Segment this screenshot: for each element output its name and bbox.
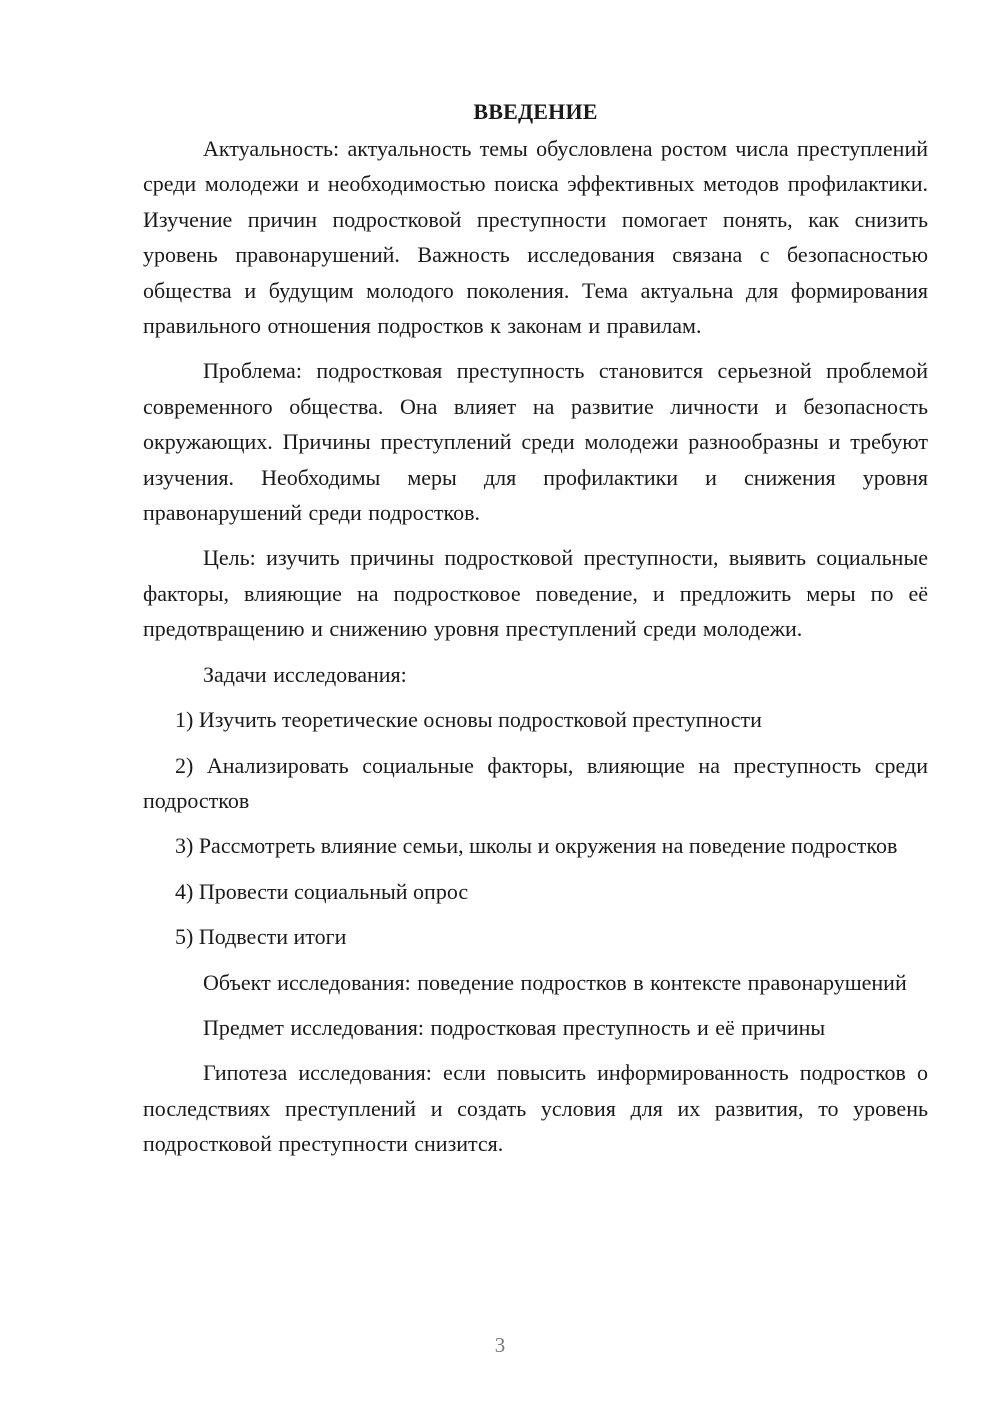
page-title: ВВЕДЕНИЕ [473,99,598,124]
task-item-5: 5) Подвести итоги [175,924,347,950]
goal-paragraph: Цель: изучить причины подростковой преступности, выявить социальные факторы, влияющие на подростковое поведение, и предложить меры по её предотвращению и снижению уровня преступлений среди молодежи. [143,545,928,642]
tasks-heading: Задачи исследования: [203,661,407,687]
document-page [143,94,928,1162]
task-item-4: 4) Провести социальный опрос [175,878,469,904]
object-paragraph: Объект исследования: поведение подростков в контексте правонарушений [203,969,907,995]
tasks-list [143,702,928,954]
task-item-1: 1) Изучить теоретические основы подростковой преступности [175,707,762,733]
problem-paragraph: Проблема: подростковая преступность становится серьезной проблемой современного общества. Она влияет на развитие личности и безопасность окружающих. Причины преступлений среди молодежи разнообразны и требуют изучения. Необходимы меры для профилактики и снижения уровня правонарушений среди подростков. [143,358,928,526]
page-number: 3 [494,1333,506,1357]
task-item-2: 2) Анализировать социальные факторы, влияющие на преступность среди подростков [143,752,928,813]
task-item-3: 3) Рассмотреть влияние семьи, школы и окружения на поведение подростков [175,833,898,859]
relevance-paragraph: Актуальность: актуальность темы обусловлена ростом числа преступлений среди молодежи и необходимостью поиска эффективных методов профилактики. Изучение причин подростковой преступности помогает понять, как снизить уровень правонарушений. Важность исследования связана с безопасностью общества и будущим молодого поколения. Тема актуальна для формирования правильного отношения подростков к законам и правилам. [143,136,928,339]
hypothesis-paragraph: Гипотеза исследования: если повысить информированность подростков о последствиях преступлений и создать условия для их развития, то уровень подростковой преступности снизится. [143,1060,928,1157]
subject-paragraph: Предмет исследования: подростковая преступность и её причины [203,1014,826,1040]
